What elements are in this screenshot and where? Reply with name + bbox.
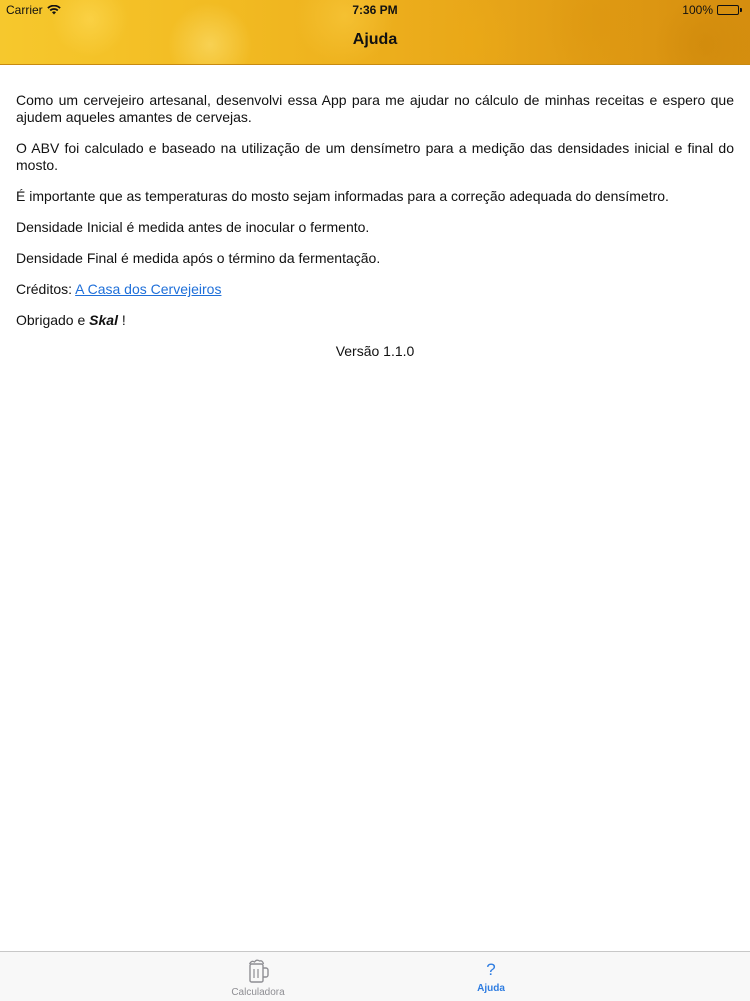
temperature-paragraph: É importante que as temperaturas do mosto sejam informadas para a correção adequada do densímetro.: [16, 188, 669, 204]
tab-ajuda-label: Ajuda: [477, 983, 505, 994]
help-content: [16, 92, 734, 360]
battery-percent: 100%: [682, 3, 713, 17]
credits-label: Créditos:: [16, 281, 73, 297]
final-density-paragraph: Densidade Final é medida após o término da fermentação.: [16, 250, 381, 266]
navigation-header: [0, 0, 750, 65]
carrier-label: Carrier: [6, 3, 43, 17]
abv-paragraph: O ABV foi calculado e baseado na utilização de um densímetro para a medição das densidades inicial e final do mosto.: [16, 140, 734, 173]
version-label: Versão 1.1.0: [335, 343, 415, 359]
battery-icon: [717, 5, 739, 15]
status-bar: [0, 0, 750, 20]
thanks-prefix: Obrigado e: [16, 312, 86, 328]
question-mark-icon: ?: [486, 960, 496, 979]
thanks-emphasis: Skal: [89, 312, 118, 328]
credits-link[interactable]: A Casa dos Cervejeiros: [75, 281, 222, 297]
status-battery: [682, 3, 742, 17]
tab-bar: [0, 951, 750, 1001]
credits-line: [16, 281, 734, 298]
tab-ajuda[interactable]: [431, 952, 551, 1001]
initial-density-paragraph: Densidade Inicial é medida antes de inocular o fermento.: [16, 219, 370, 235]
tab-calculadora-label: Calculadora: [231, 987, 285, 998]
page-title: Ajuda: [352, 31, 398, 48]
thanks-line: [16, 312, 734, 329]
thanks-suffix: !: [121, 312, 126, 328]
tab-calculadora[interactable]: [198, 952, 318, 1001]
status-time: 7:36 PM: [352, 3, 398, 17]
battery-tip: [740, 8, 742, 12]
beer-mug-icon: [245, 958, 271, 984]
intro-paragraph: Como um cervejeiro artesanal, desenvolvi essa App para me ajudar no cálculo de minhas receitas e espero que ajudem aqueles amantes de cervejas.: [16, 92, 734, 125]
